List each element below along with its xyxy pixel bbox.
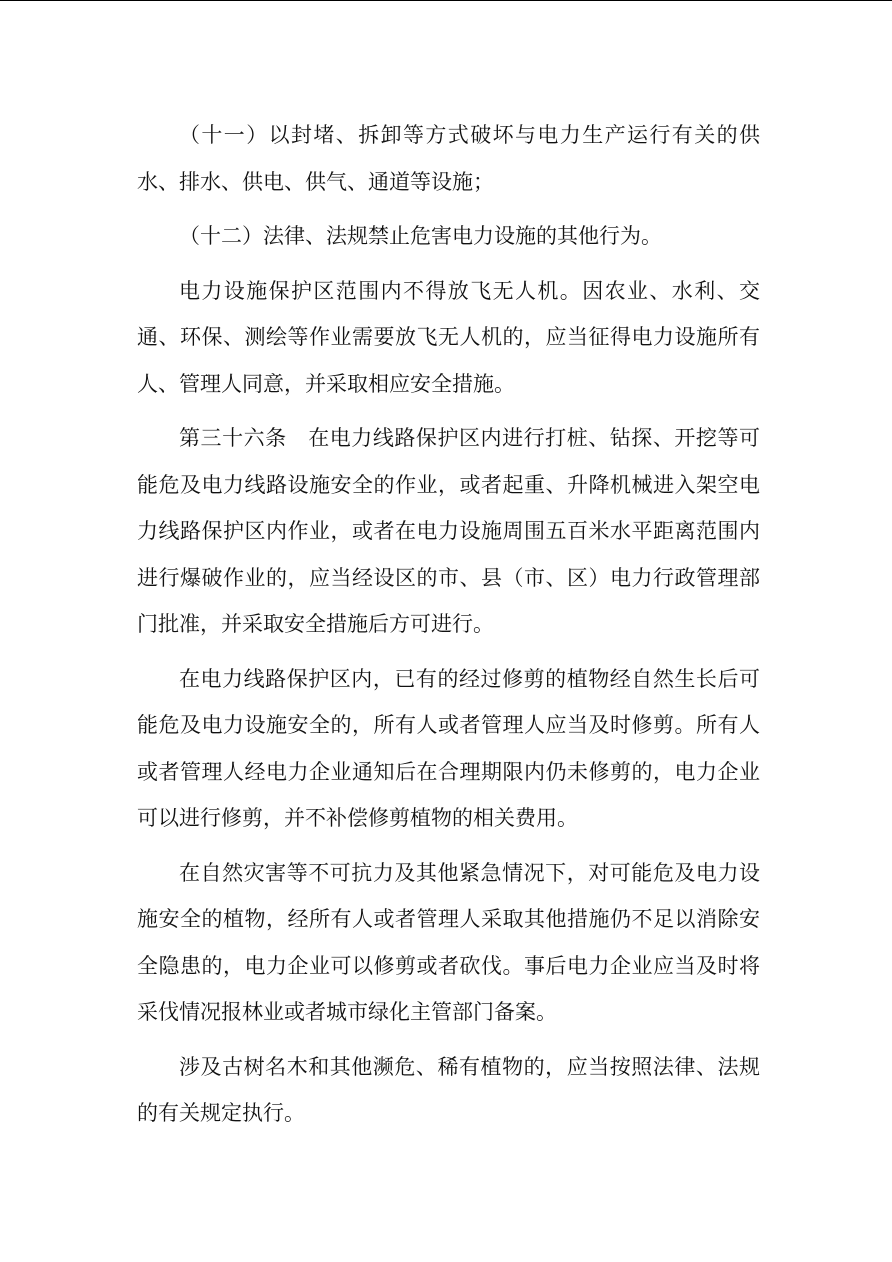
paragraph-ancient-trees: 涉及古树名木和其他濒危、稀有植物的，应当按照法律、法规的有关规定执行。 (137, 1054, 760, 1125)
document-body (137, 112, 760, 1145)
paragraph-item-12: （十二）法律、法规禁止危害电力设施的其他行为。 (179, 224, 662, 248)
paragraph-item-11: （十一）以封堵、拆卸等方式破坏与电力生产运行有关的供水、排水、供电、供气、通道等设施； (137, 123, 760, 194)
paragraph-drone-rule: 电力设施保护区范围内不得放飞无人机。因农业、水利、交通、环保、测绘等作业需要放飞无人机的，应当征得电力设施所有人、管理人同意，并采取相应安全措施。 (137, 278, 760, 396)
paragraph-plant-trimming: 在电力线路保护区内，已有的经过修剪的植物经自然生长后可能危及电力设施安全的，所有人或者管理人应当及时修剪。所有人或者管理人经电力企业通知后在合理期限内仍未修剪的，电力企业可以进行修剪，并不补偿修剪植物的相关费用。 (137, 666, 760, 830)
paragraph-emergency-cutting: 在自然灾害等不可抗力及其他紧急情况下，对可能危及电力设施安全的植物，经所有人或者管理人采取其他措施仍不足以消除安全隐患的，电力企业可以修剪或者砍伐。事后电力企业应当及时将采伐情况报林业或者城市绿化主管部门备案。 (137, 860, 760, 1024)
paragraph-article-36: 第三十六条 在电力线路保护区内进行打桩、钻探、开挖等可能危及电力线路设施安全的作业，或者起重、升降机械进入架空电力线路保护区内作业，或者在电力设施周围五百米水平距离范围内进行爆破作业的，应当经设区的市、县（市、区）电力行政管理部门批准，并采取安全措施后方可进行。 (137, 426, 760, 636)
top-border-line (0, 0, 892, 1)
